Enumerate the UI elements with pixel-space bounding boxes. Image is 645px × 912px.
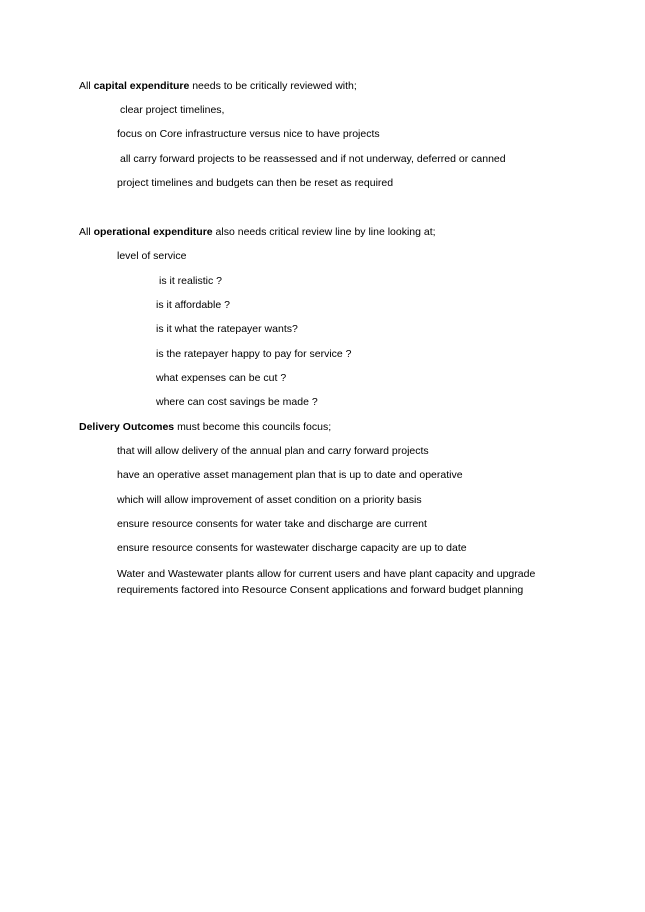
capital-item: focus on Core infrastructure versus nice to have projects (117, 128, 380, 140)
operational-question: where can cost savings be made ? (156, 396, 318, 408)
capital-suffix: needs to be critically reviewed with; (192, 80, 357, 92)
delivery-item: which will allow improvement of asset condition on a priority basis (117, 494, 422, 506)
capital-bold: capital expenditure (93, 80, 190, 92)
operational-bold: operational expenditure (93, 226, 213, 238)
operational-question: is it realistic ? (159, 275, 223, 287)
capital-item: clear project timelines, (120, 104, 225, 116)
operational-suffix: also needs critical review line by line looking at; (215, 226, 436, 238)
capital-prefix: All (79, 80, 91, 92)
delivery-bold: Delivery Outcomes (79, 421, 175, 433)
delivery-heading (79, 421, 331, 434)
operational-subheading: level of service (117, 250, 187, 262)
delivery-item: ensure resource consents for wastewater discharge capacity are up to date (117, 542, 467, 554)
operational-heading (79, 226, 436, 239)
operational-prefix: All (79, 226, 91, 238)
operational-question: is it affordable ? (156, 299, 230, 311)
operational-question: is the ratepayer happy to pay for service ? (156, 348, 352, 360)
delivery-item: Water and Wastewater plants allow for current users and have plant capacity and upgrade requirements factored into Resource Consent applications and forward budget planning (117, 568, 536, 596)
delivery-item: ensure resource consents for water take and discharge are current (117, 518, 427, 530)
capital-item: all carry forward projects to be reassessed and if not underway, deferred or canned (120, 153, 506, 165)
delivery-item: that will allow delivery of the annual plan and carry forward projects (117, 445, 429, 457)
capital-item: project timelines and budgets can then be reset as required (117, 177, 394, 189)
capital-heading (79, 80, 357, 93)
operational-question: is it what the ratepayer wants? (156, 323, 298, 335)
delivery-suffix: must become this councils focus; (177, 421, 332, 433)
delivery-item: have an operative asset management plan that is up to date and operative (117, 469, 463, 481)
operational-question: what expenses can be cut ? (156, 372, 287, 384)
